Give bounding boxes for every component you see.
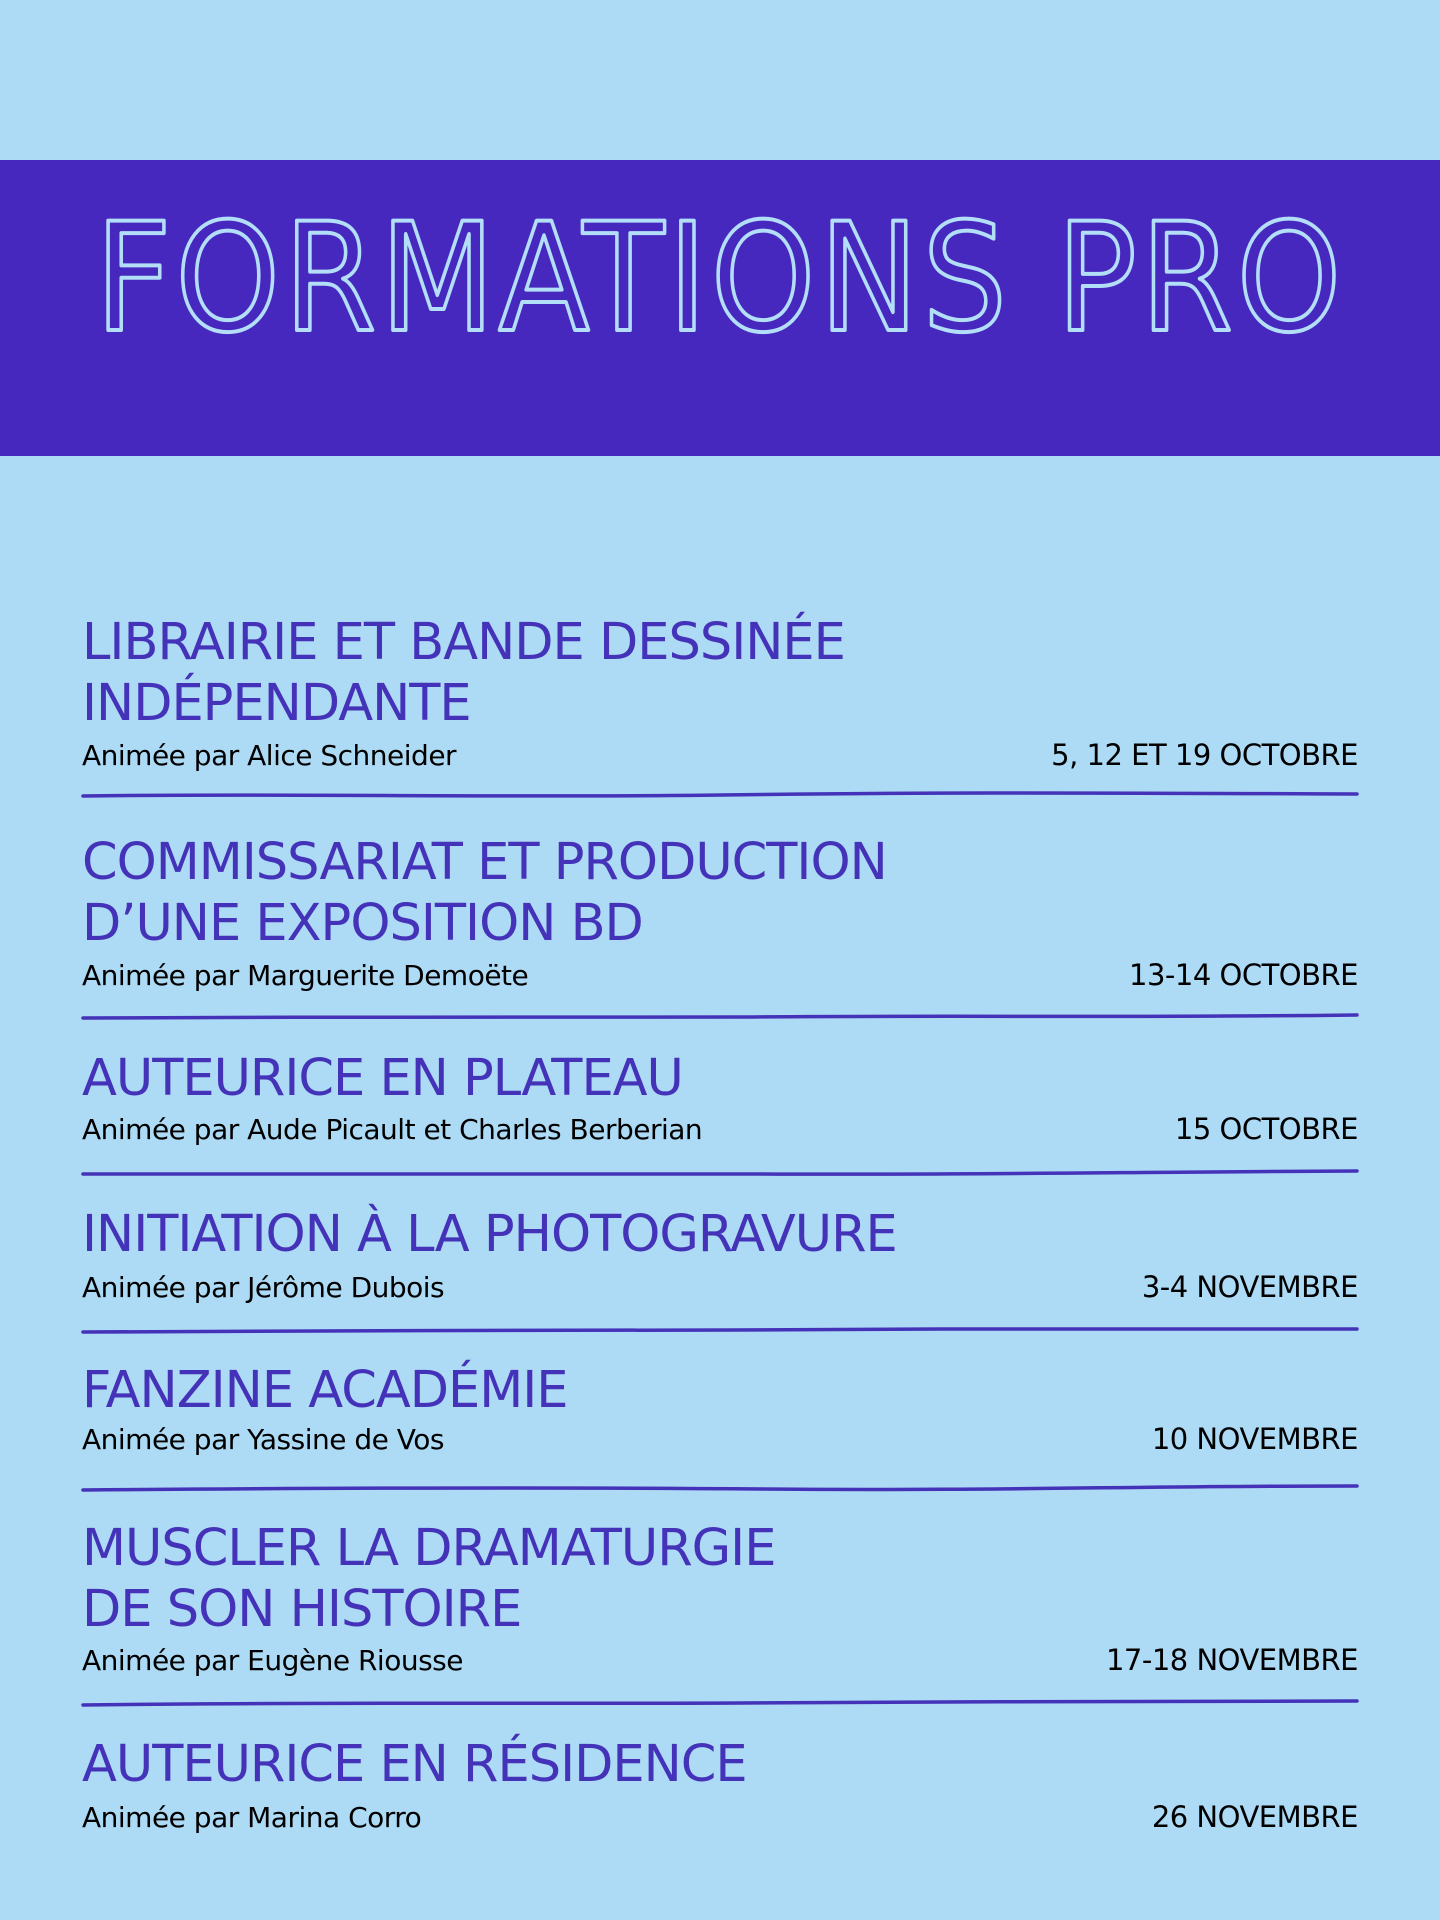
course-host: Animée par Alice Schneider <box>82 739 457 772</box>
course-host: Animée par Eugène Riousse <box>82 1644 463 1677</box>
course-date: 17-18 NOVEMBRE <box>1105 1643 1358 1677</box>
course-title: INITIATION À LA PHOTOGRAVURE <box>82 1205 897 1264</box>
course-item <box>82 612 1358 734</box>
course-title: MUSCLER LA DRAMATURGIE DE SON HISTOIRE <box>82 1519 776 1639</box>
course-meta <box>82 738 1358 773</box>
course-item <box>82 1360 1358 1421</box>
page-title-outline <box>82 188 1358 366</box>
course-item <box>82 1734 1358 1795</box>
course-item <box>82 832 1358 954</box>
divider <box>82 1325 1358 1335</box>
page-title: FORMATIONS PRO <box>95 192 1345 366</box>
course-item <box>82 1518 1358 1640</box>
course-title: COMMISSARIAT ET PRODUCTION D’UNE EXPOSITION BD <box>82 833 887 953</box>
course-host: Animée par Jérôme Dubois <box>82 1271 445 1304</box>
header-banner <box>0 160 1440 456</box>
course-host: Animée par Yassine de Vos <box>82 1423 444 1456</box>
course-date: 26 NOVEMBRE <box>1151 1800 1358 1834</box>
course-meta <box>82 1800 1358 1835</box>
course-item <box>82 1204 1358 1265</box>
page-subtitle: AUTOMNE 2026 <box>514 552 926 612</box>
course-date: 3-4 NOVEMBRE <box>1141 1270 1358 1304</box>
course-meta <box>82 1112 1358 1147</box>
course-title: AUTEURICE EN PLATEAU <box>82 1049 683 1108</box>
course-item <box>82 1048 1358 1109</box>
course-title: LIBRAIRIE ET BANDE DESSINÉE INDÉPENDANTE <box>82 613 845 733</box>
course-meta <box>82 1643 1358 1678</box>
course-date: 13-14 OCTOBRE <box>1129 958 1358 992</box>
course-date: 15 OCTOBRE <box>1174 1112 1358 1146</box>
course-meta <box>82 958 1358 993</box>
course-title: FANZINE ACADÉMIE <box>82 1361 568 1420</box>
course-host: Animée par Aude Picault et Charles Berberian <box>82 1113 703 1146</box>
course-meta <box>82 1422 1358 1457</box>
course-host: Animée par Marina Corro <box>82 1801 422 1834</box>
divider <box>82 1168 1358 1178</box>
divider <box>82 1698 1358 1708</box>
divider <box>82 1483 1358 1493</box>
divider <box>82 1012 1358 1022</box>
course-title: AUTEURICE EN RÉSIDENCE <box>82 1735 747 1794</box>
course-date: 10 NOVEMBRE <box>1151 1422 1358 1456</box>
divider <box>82 790 1358 800</box>
page-title-container <box>0 188 1440 366</box>
course-meta <box>82 1270 1358 1305</box>
course-date: 5, 12 ET 19 OCTOBRE <box>1051 738 1358 772</box>
course-host: Animée par Marguerite Demoëte <box>82 959 529 992</box>
